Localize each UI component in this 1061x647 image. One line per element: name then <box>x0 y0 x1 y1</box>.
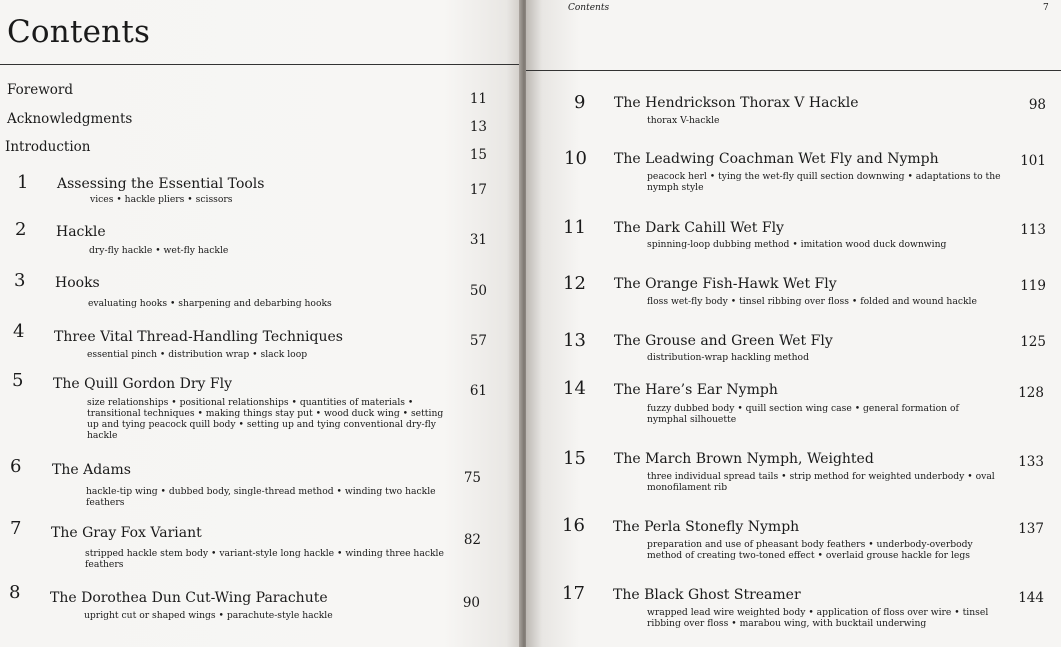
front-matter-label: Introduction <box>5 139 91 155</box>
chapter-title: The March Brown Nymph, Weighted <box>614 451 874 467</box>
chapter-title: The Grouse and Green Wet Fly <box>614 333 833 349</box>
chapter-number: 4 <box>13 321 25 342</box>
chapter-topics: floss wet-fly body • tinsel ribbing over floss • folded and wound hackle <box>647 296 977 307</box>
running-head: Contents <box>568 3 610 13</box>
chapter-topics: preparation and use of pheasant body feathers • underbody-overbody method of creating two-toned effect • overlaid grouse hackle for legs <box>647 539 973 561</box>
chapter-number: 9 <box>574 92 586 113</box>
front-matter-page: 13 <box>469 119 487 135</box>
front-matter-label: Acknowledgments <box>7 111 133 127</box>
chapter-title: Three Vital Thread-Handling Techniques <box>54 329 343 345</box>
chapter-title: The Dark Cahill Wet Fly <box>614 220 784 236</box>
right-page <box>526 0 1061 647</box>
chapter-page: 31 <box>469 232 487 248</box>
chapter-number: 14 <box>563 378 586 399</box>
chapter-page: 125 <box>1020 334 1046 350</box>
chapter-page: 98 <box>1028 97 1046 113</box>
chapter-title: The Orange Fish-Hawk Wet Fly <box>614 276 837 292</box>
chapter-topics: essential pinch • distribution wrap • slack loop <box>87 349 308 360</box>
chapter-number: 10 <box>564 148 587 169</box>
chapter-title: The Dorothea Dun Cut-Wing Parachute <box>50 590 328 606</box>
chapter-title: The Quill Gordon Dry Fly <box>53 376 233 392</box>
chapter-topics: upright cut or shaped wings • parachute-style hackle <box>84 610 333 621</box>
header-rule <box>526 70 1061 71</box>
chapter-number: 13 <box>563 330 586 351</box>
front-matter-page: 11 <box>469 91 487 107</box>
chapter-title: Hackle <box>56 224 106 240</box>
chapter-topics: dry-fly hackle • wet-fly hackle <box>89 245 229 256</box>
chapter-topics: hackle-tip wing • dubbed body, single-thread method • winding two hackle feathers <box>86 486 436 508</box>
chapter-number: 15 <box>563 448 586 469</box>
contents-title: Contents <box>7 14 151 50</box>
chapter-page: 101 <box>1020 153 1046 169</box>
chapter-title: The Black Ghost Streamer <box>613 587 801 603</box>
chapter-page: 61 <box>469 383 487 399</box>
chapter-number: 12 <box>563 273 586 294</box>
chapter-page: 137 <box>1018 521 1044 537</box>
page-number: 7 <box>1043 3 1049 13</box>
chapter-title: Hooks <box>55 275 100 291</box>
chapter-title: The Perla Stonefly Nymph <box>613 519 800 535</box>
chapter-page: 75 <box>463 470 481 486</box>
chapter-topics: stripped hackle stem body • variant-style long hackle • winding three hackle feathers <box>85 548 444 570</box>
chapter-topics: evaluating hooks • sharpening and debarbing hooks <box>88 298 332 309</box>
chapter-number: 2 <box>15 219 27 240</box>
front-matter-page: 15 <box>469 147 487 163</box>
chapter-topics: vices • hackle pliers • scissors <box>90 194 233 205</box>
chapter-topics: fuzzy dubbed body • quill section wing case • general formation of nymphal silhouette <box>647 403 959 425</box>
chapter-number: 7 <box>10 518 22 539</box>
chapter-page: 57 <box>469 333 487 349</box>
chapter-number: 3 <box>14 270 26 291</box>
chapter-number: 1 <box>17 172 29 193</box>
chapter-topics: peacock herl • tying the wet-fly quill section downwing • adaptations to the nymph style <box>647 171 1001 193</box>
chapter-title: The Hendrickson Thorax V Hackle <box>614 95 859 111</box>
chapter-topics: thorax V-hackle <box>647 115 720 126</box>
chapter-number: 17 <box>562 583 585 604</box>
chapter-title: The Adams <box>52 462 131 478</box>
left-page <box>0 0 522 647</box>
chapter-page: 82 <box>463 532 481 548</box>
chapter-title: The Leadwing Coachman Wet Fly and Nymph <box>614 151 939 167</box>
title-rule <box>0 64 522 65</box>
chapter-number: 6 <box>10 456 22 477</box>
chapter-page: 113 <box>1020 222 1046 238</box>
chapter-page: 50 <box>469 283 487 299</box>
chapter-topics: size relationships • positional relationships • quantities of materials • transitional techniques • making things stay put • wood duck wing • setting up and tying peacock quill body • setting up and tying conventional dry-fly hackle <box>87 397 444 441</box>
chapter-title: Assessing the Essential Tools <box>57 176 265 192</box>
chapter-page: 90 <box>462 595 480 611</box>
chapter-topics: spinning-loop dubbing method • imitation wood duck downwing <box>647 239 947 250</box>
chapter-title: The Gray Fox Variant <box>51 525 202 541</box>
chapter-title: The Hare’s Ear Nymph <box>614 382 778 398</box>
chapter-page: 128 <box>1018 385 1044 401</box>
chapter-page: 133 <box>1018 454 1044 470</box>
chapter-topics: wrapped lead wire weighted body • application of floss over wire • tinsel ribbing over floss • marabou wing, with bucktail underwing <box>647 607 989 629</box>
front-matter-label: Foreword <box>7 82 73 98</box>
chapter-page: 144 <box>1018 590 1044 606</box>
chapter-number: 5 <box>12 370 24 391</box>
chapter-topics: three individual spread tails • strip method for weighted underbody • oval monofilament rib <box>647 471 995 493</box>
chapter-number: 16 <box>562 515 585 536</box>
chapter-page: 119 <box>1020 278 1046 294</box>
chapter-number: 8 <box>9 582 21 603</box>
chapter-page: 17 <box>469 182 487 198</box>
chapter-number: 11 <box>563 217 586 238</box>
chapter-topics: distribution-wrap hackling method <box>647 352 809 363</box>
